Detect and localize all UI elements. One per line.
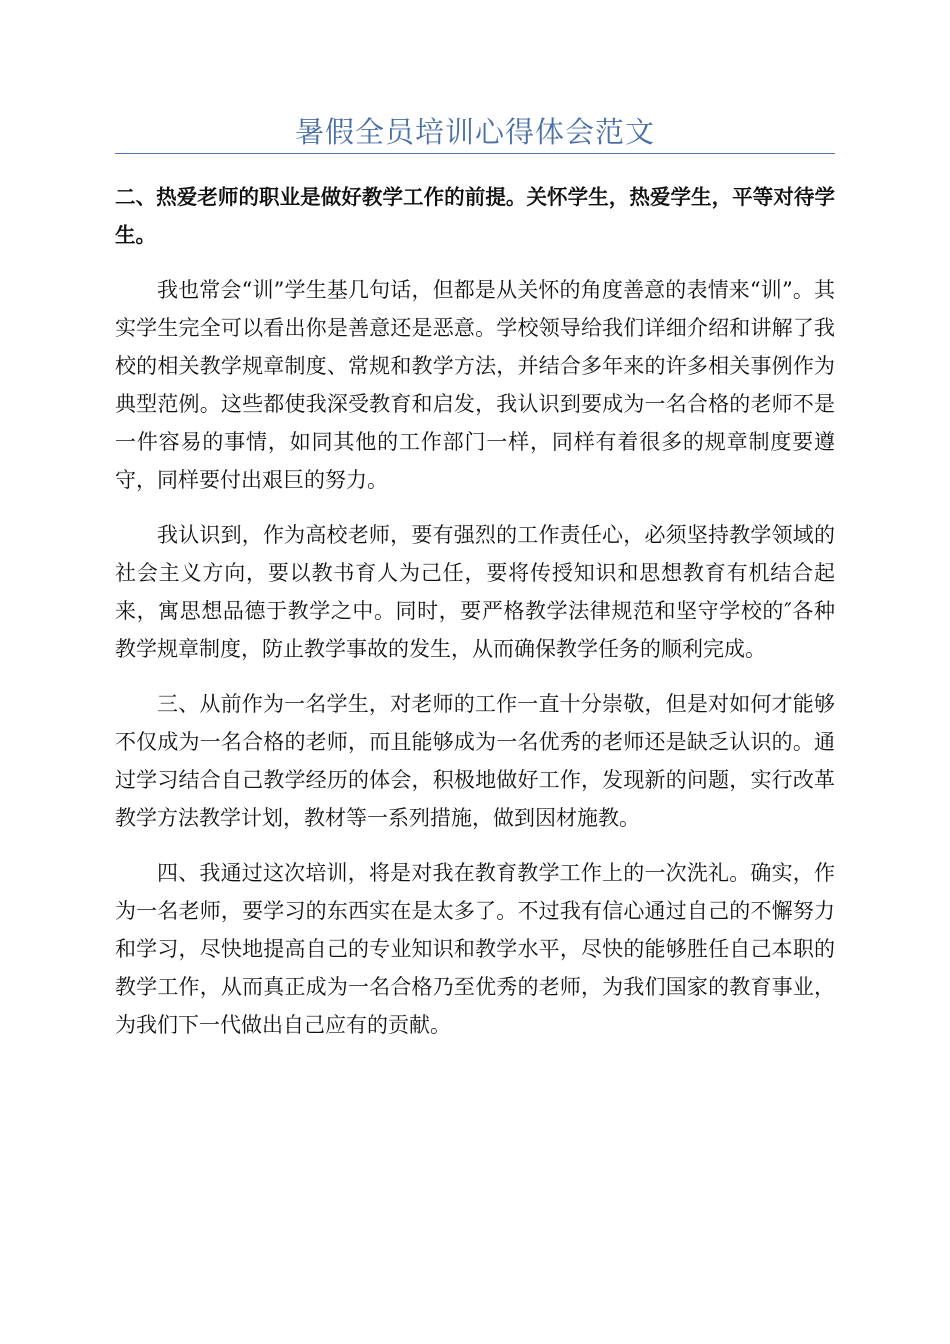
section-heading: 二、热爱老师的职业是做好教学工作的前提。关怀学生，热爱学生，平等对待学生。 bbox=[115, 185, 835, 247]
paragraph-1: 我也常会“训”学生基几句话，但都是从关怀的角度善意的表情来“训”。其实学生完全可以看出你是善意还是恶意。学校领导给我们详细介绍和讲解了我校的相关教学规章制度、常规和教学方法，并结合多年来的许多相关事例作为典型范例。这些都使我深受教育和启发，我认识到要成为一名合格的老师不是一件容易的事情，如同其他的工作部门一样，同样有着很多的规章制度要遵守，同样要付出艰巨的努力。 bbox=[115, 278, 835, 492]
document-body bbox=[115, 178, 835, 1061]
document-title: 暑假全员培训心得体会范文 bbox=[294, 115, 655, 149]
title-underline bbox=[115, 153, 835, 154]
paragraph-2: 我认识到，作为高校老师，要有强烈的工作责任心，必须坚持教学领域的社会主义方向，要以教书育人为己任，要将传授知识和思想教育有机结合起来，寓思想品德于教学之中。同时，要严格教学法律规范和坚守学校的″各种教学规章制度，防止教学事故的发生，从而确保教学任务的顺利完成。 bbox=[115, 523, 835, 661]
paragraph-4: 四、我通过这次培训，将是对我在教育教学工作上的一次洗礼。确实，作为一名老师，要学习的东西实在是太多了。不过我有信心通过自己的不懈努力和学习，尽快地提高自己的专业知识和教学水平，尽快的能够胜任自己本职的教学工作，从而真正成为一名合格乃至优秀的老师，为我们国家的教育事业，为我们下一代做出自己应有的贡献。 bbox=[115, 861, 835, 1037]
paragraph-3: 三、从前作为一名学生，对老师的工作一直十分崇敬，但是对如何才能够不仅成为一名合格的老师，而且能够成为一名优秀的老师还是缺乏认识的。通过学习结合自己教学经历的体会，积极地做好工作，发现新的问题，实行改革教学方法教学计划，教材等一系列措施，做到因材施教。 bbox=[115, 692, 835, 830]
